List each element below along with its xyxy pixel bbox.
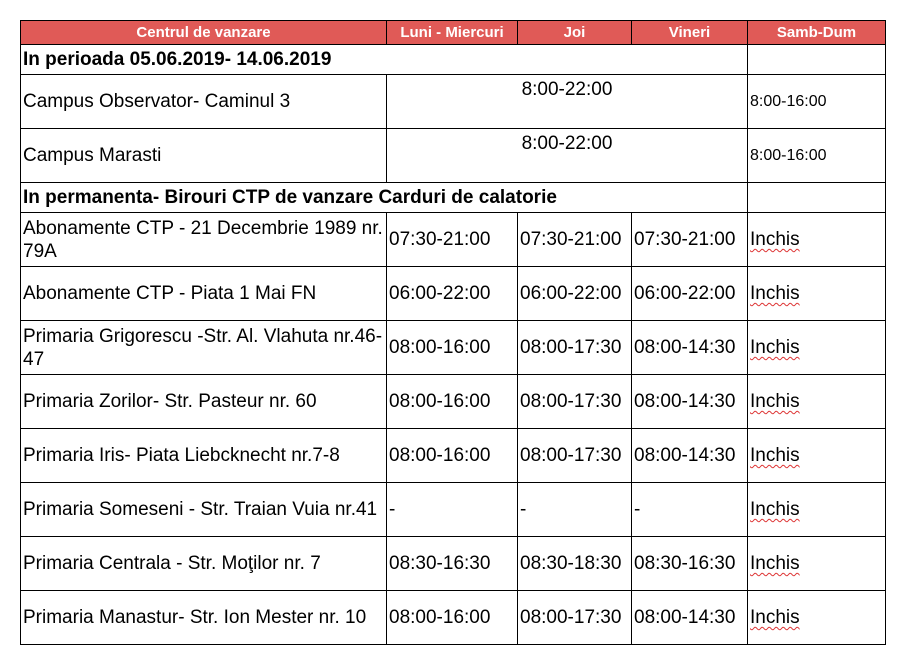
fri-cell: 08:00-14:30 [632, 429, 748, 483]
table-row [21, 591, 886, 645]
location-cell: Primaria Someseni - Str. Traian Vuia nr.41 [21, 483, 387, 537]
fri-cell: 08:00-14:30 [632, 591, 748, 645]
fri-cell: 07:30-21:00 [632, 213, 748, 267]
location-cell: Primaria Grigorescu -Str. Al. Vlahuta nr.46-47 [21, 321, 387, 375]
weekend-cell: Inchis [748, 213, 886, 267]
mon-wed-cell: 08:00-16:00 [387, 429, 518, 483]
thu-cell: 08:30-18:30 [518, 537, 632, 591]
weekend-cell: Inchis [748, 483, 886, 537]
thu-cell: 06:00-22:00 [518, 267, 632, 321]
table-row [21, 129, 886, 183]
weekday-hours-cell: 8:00-22:00 [387, 75, 748, 129]
location-cell: Primaria Zorilor- Str. Pasteur nr. 60 [21, 375, 387, 429]
location-cell: Campus Marasti [21, 129, 387, 183]
header-weekend: Samb-Dum [748, 21, 886, 45]
header-row [21, 21, 886, 45]
thu-cell: 08:00-17:30 [518, 429, 632, 483]
weekend-hours-cell: 8:00-16:00 [748, 129, 886, 183]
mon-wed-cell: 08:00-16:00 [387, 375, 518, 429]
location-cell: Abonamente CTP - Piata 1 Mai FN [21, 267, 387, 321]
header-location: Centrul de vanzare [21, 21, 387, 45]
fri-cell: 06:00-22:00 [632, 267, 748, 321]
table-row [21, 429, 886, 483]
fri-cell: 08:00-14:30 [632, 375, 748, 429]
mon-wed-cell: 08:30-16:30 [387, 537, 518, 591]
fri-cell: - [632, 483, 748, 537]
mon-wed-cell: 08:00-16:00 [387, 321, 518, 375]
table-row [21, 75, 886, 129]
section-empty-cell [748, 45, 886, 75]
mon-wed-cell: - [387, 483, 518, 537]
table-row [21, 483, 886, 537]
weekend-cell: Inchis [748, 429, 886, 483]
weekend-hours-cell: 8:00-16:00 [748, 75, 886, 129]
table-row [21, 267, 886, 321]
section-row [21, 45, 886, 75]
section-row [21, 183, 886, 213]
fri-cell: 08:30-16:30 [632, 537, 748, 591]
section-title: In perioada 05.06.2019- 14.06.2019 [21, 45, 748, 75]
thu-cell: - [518, 483, 632, 537]
schedule-table [20, 20, 886, 645]
mon-wed-cell: 07:30-21:00 [387, 213, 518, 267]
thu-cell: 08:00-17:30 [518, 375, 632, 429]
header-thu: Joi [518, 21, 632, 45]
weekend-cell: Inchis [748, 537, 886, 591]
location-cell: Primaria Centrala - Str. Moţilor nr. 7 [21, 537, 387, 591]
table-row [21, 213, 886, 267]
mon-wed-cell: 08:00-16:00 [387, 591, 518, 645]
thu-cell: 07:30-21:00 [518, 213, 632, 267]
thu-cell: 08:00-17:30 [518, 321, 632, 375]
location-cell: Primaria Iris- Piata Liebcknecht nr.7-8 [21, 429, 387, 483]
location-cell: Abonamente CTP - 21 Decembrie 1989 nr. 79A [21, 213, 387, 267]
table-row [21, 321, 886, 375]
weekend-cell: Inchis [748, 375, 886, 429]
location-cell: Campus Observator- Caminul 3 [21, 75, 387, 129]
fri-cell: 08:00-14:30 [632, 321, 748, 375]
section-title: In permanenta- Birouri CTP de vanzare Carduri de calatorie [21, 183, 748, 213]
weekend-cell: Inchis [748, 591, 886, 645]
table-row [21, 375, 886, 429]
weekend-cell: Inchis [748, 267, 886, 321]
location-cell: Primaria Manastur- Str. Ion Mester nr. 10 [21, 591, 387, 645]
thu-cell: 08:00-17:30 [518, 591, 632, 645]
weekend-cell: Inchis [748, 321, 886, 375]
table-row [21, 537, 886, 591]
header-mon-wed: Luni - Miercuri [387, 21, 518, 45]
mon-wed-cell: 06:00-22:00 [387, 267, 518, 321]
header-fri: Vineri [632, 21, 748, 45]
weekday-hours-cell: 8:00-22:00 [387, 129, 748, 183]
section-empty-cell [748, 183, 886, 213]
